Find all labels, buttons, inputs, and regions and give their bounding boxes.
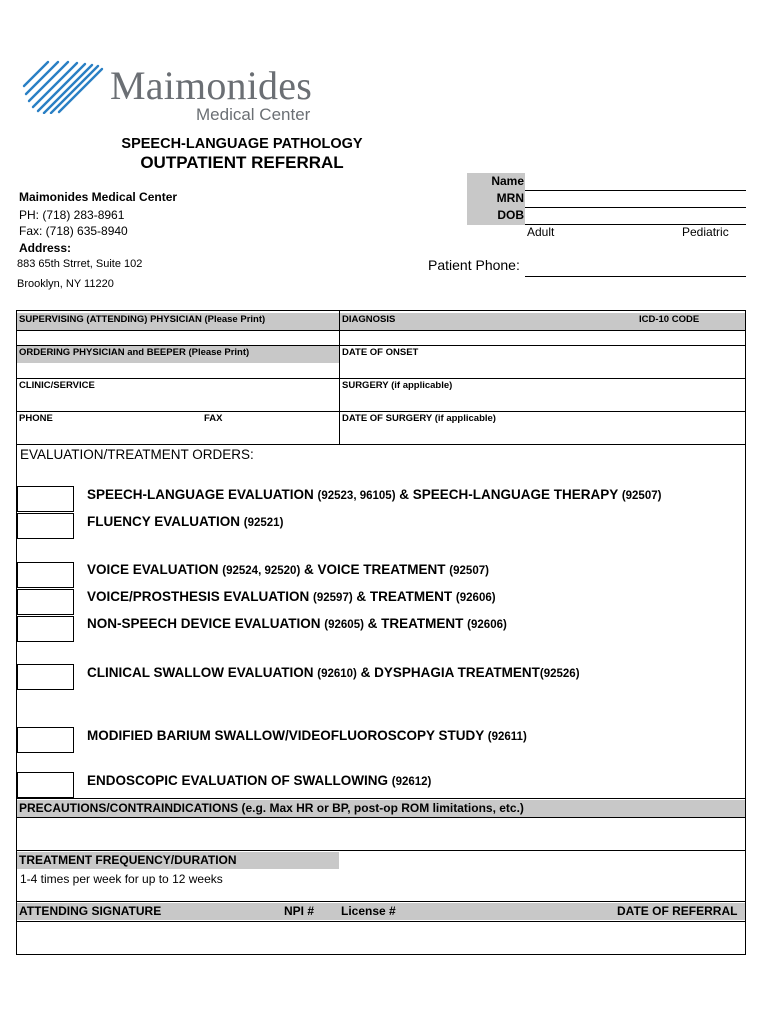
mrn-field[interactable] [525,207,746,208]
divider [17,330,745,331]
order-speech-language: SPEECH-LANGUAGE EVALUATION (92523, 96105) & SPEECH-LANGUAGE THERAPY (92507) [87,487,662,502]
divider [17,921,745,922]
fluency-checkbox[interactable] [17,513,74,539]
frequency-label: TREATMENT FREQUENCY/DURATION [19,853,237,867]
license-label: License # [341,904,396,918]
column-divider [339,311,340,444]
clinic-service-label: CLINIC/SERVICE [19,380,95,391]
order-endoscopic-swallow: ENDOSCOPIC EVALUATION OF SWALLOWING (92612) [87,773,432,788]
diagnosis-label: DIAGNOSIS [342,314,396,325]
voice-prosthesis-checkbox[interactable] [17,589,74,615]
org-phone: PH: (718) 283-8961 [19,208,125,222]
ordering-physician-label: ORDERING PHYSICIAN and BEEPER (Please Print) [19,347,250,358]
patient-phone-label: Patient Phone: [428,257,520,273]
divider [17,411,745,412]
precautions-label: PRECAUTIONS/CONTRAINDICATIONS (e.g. Max HR or BP, post-op ROM limitations, etc.) [19,801,524,815]
divider [17,850,745,851]
logo-name: Maimonides [110,63,312,108]
attending-signature-label: ATTENDING SIGNATURE [19,904,162,918]
order-fluency: FLUENCY EVALUATION (92521) [87,514,284,529]
date-of-onset-label: DATE OF ONSET [342,347,419,358]
logo-subtitle: Medical Center [196,105,311,124]
divider [17,798,745,799]
org-name: Maimonides Medical Center [19,190,178,204]
patient-phone-field[interactable] [525,276,746,277]
order-voice-prosthesis: VOICE/PROSTHESIS EVALUATION (92597) & TREATMENT (92606) [87,589,496,604]
name-field[interactable] [525,190,746,191]
phone-label: PHONE [19,413,53,424]
address-label: Address: [19,241,72,255]
date-of-surgery-label: DATE OF SURGERY (if applicable) [342,413,496,424]
endoscopic-swallow-checkbox[interactable] [17,772,74,798]
address-street: 883 65th Strret, Suite 102 [17,258,143,270]
surgery-label: SURGERY (if applicable) [342,380,453,391]
order-modified-barium-swallow: MODIFIED BARIUM SWALLOW/VIDEOFLUOROSCOPY STUDY (92611) [87,728,527,743]
speech-language-checkbox[interactable] [17,486,74,512]
mrn-label: MRN [496,191,524,205]
orders-title: EVALUATION/TREATMENT ORDERS: [20,447,254,462]
divider [17,817,745,818]
divider [17,345,745,346]
order-clinical-swallow: CLINICAL SWALLOW EVALUATION (92610) & DYSPHAGIA TREATMENT(92526) [87,665,580,680]
voice-checkbox[interactable] [17,562,74,588]
maimonides-logo-icon [22,58,104,114]
date-of-referral-label: DATE OF REFERRAL [617,904,738,918]
name-label: Name [491,174,524,188]
dob-label: DOB [497,208,524,222]
divider [17,901,745,902]
adult-option[interactable]: Adult [527,225,555,239]
supervising-physician-label: SUPERVISING (ATTENDING) PHYSICIAN (Please Print) [19,314,266,325]
referral-form [16,310,746,955]
modified-barium-swallow-checkbox[interactable] [17,727,74,753]
order-non-speech-device: NON-SPEECH DEVICE EVALUATION (92605) & TREATMENT (92606) [87,616,507,631]
order-voice: VOICE EVALUATION (92524, 92520) & VOICE TREATMENT (92507) [87,562,489,577]
form-title-line2: OUTPATIENT REFERRAL [140,153,344,172]
divider [17,444,745,445]
npi-label: NPI # [284,904,315,918]
address-city: Brooklyn, NY 11220 [17,278,114,290]
non-speech-device-checkbox[interactable] [17,616,74,642]
org-fax: Fax: (718) 635-8940 [19,224,128,238]
frequency-value[interactable]: 1-4 times per week for up to 12 weeks [20,872,223,886]
pediatric-option[interactable]: Pediatric [682,225,729,239]
clinical-swallow-checkbox[interactable] [17,664,74,690]
form-title-line1: SPEECH-LANGUAGE PATHOLOGY [121,136,363,152]
divider [17,378,745,379]
fax-label: FAX [204,413,223,424]
icd10-label: ICD-10 CODE [639,314,700,325]
